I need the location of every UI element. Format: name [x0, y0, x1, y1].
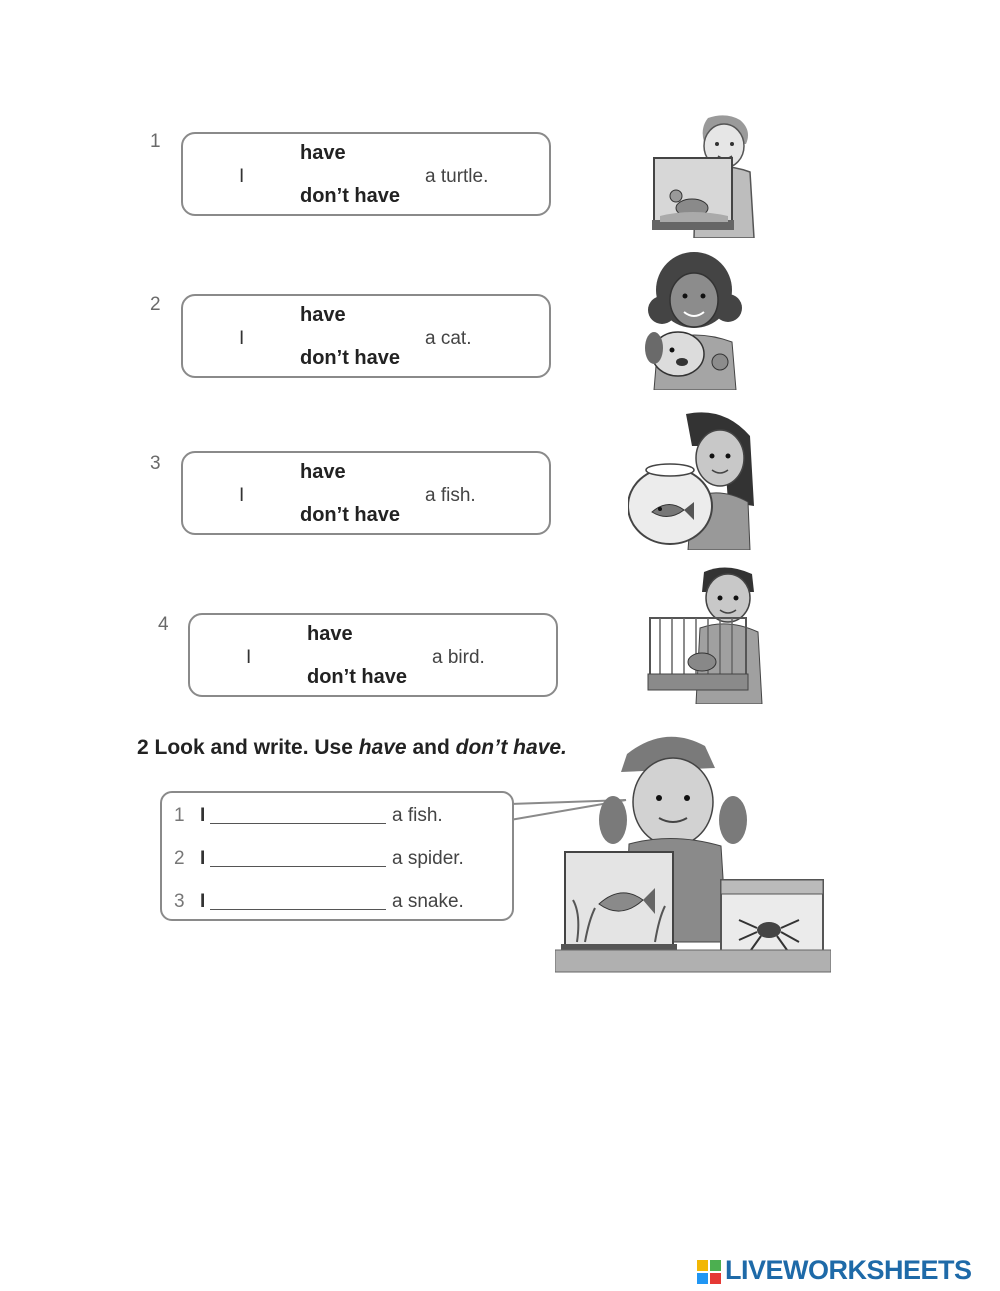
- object-text: a fish.: [392, 805, 443, 826]
- speech-bubble: [160, 791, 514, 921]
- option-have[interactable]: have: [300, 142, 346, 164]
- boy-with-cage-image: [646, 562, 764, 704]
- pronoun: I: [200, 848, 206, 869]
- boy-with-turtle-tank-image: [648, 112, 758, 238]
- choice-box-1: [181, 132, 551, 216]
- pronoun: I: [200, 805, 206, 826]
- option-have[interactable]: have: [300, 304, 346, 326]
- object-text: a spider.: [392, 848, 464, 869]
- item-number: 4: [158, 614, 169, 635]
- write-line-1: [162, 803, 516, 833]
- pronoun: I: [246, 647, 252, 668]
- object-text: a turtle.: [425, 166, 489, 187]
- girl-with-aquarium-and-spider-image: [555, 728, 831, 976]
- option-dont-have[interactable]: don’t have: [300, 347, 401, 369]
- pronoun: I: [200, 891, 206, 912]
- object-text: a snake.: [392, 891, 464, 912]
- object-text: a bird.: [432, 647, 485, 668]
- heading-number: 2: [137, 736, 149, 759]
- choice-box-3: [181, 451, 551, 535]
- item-number: 1: [150, 131, 161, 152]
- object-text: a cat.: [425, 328, 472, 349]
- choice-box-2: [181, 294, 551, 378]
- line-number: 2: [174, 848, 185, 869]
- option-dont-have[interactable]: don’t have: [300, 504, 401, 526]
- item-number: 2: [150, 294, 161, 315]
- line-number: 1: [174, 805, 185, 826]
- girl-with-dog-image: [632, 250, 744, 390]
- heading-word-have: have: [358, 736, 407, 759]
- answer-blank[interactable]: [210, 909, 386, 910]
- logo-blocks-icon: [697, 1260, 721, 1284]
- exercise-heading: [137, 736, 567, 760]
- choice-box-4: [188, 613, 558, 697]
- heading-and: and: [412, 736, 450, 759]
- answer-blank[interactable]: [210, 866, 386, 867]
- heading-prefix: Look and write. Use: [154, 736, 353, 759]
- option-dont-have[interactable]: don’t have: [307, 666, 408, 688]
- pronoun: I: [239, 328, 245, 349]
- pronoun: I: [239, 166, 245, 187]
- option-dont-have[interactable]: don’t have: [300, 185, 401, 207]
- option-have[interactable]: have: [307, 623, 353, 645]
- write-line-3: [162, 889, 516, 919]
- heading-word-dont-have: don’t have.: [455, 736, 567, 759]
- line-number: 3: [174, 891, 185, 912]
- logo-text: LIVEWORKSHEETS: [725, 1255, 972, 1285]
- girl-with-fishbowl-image: [628, 406, 754, 550]
- write-line-2: [162, 846, 516, 876]
- option-have[interactable]: have: [300, 461, 346, 483]
- item-number: 3: [150, 453, 161, 474]
- pronoun: I: [239, 485, 245, 506]
- object-text: a fish.: [425, 485, 476, 506]
- answer-blank[interactable]: [210, 823, 386, 824]
